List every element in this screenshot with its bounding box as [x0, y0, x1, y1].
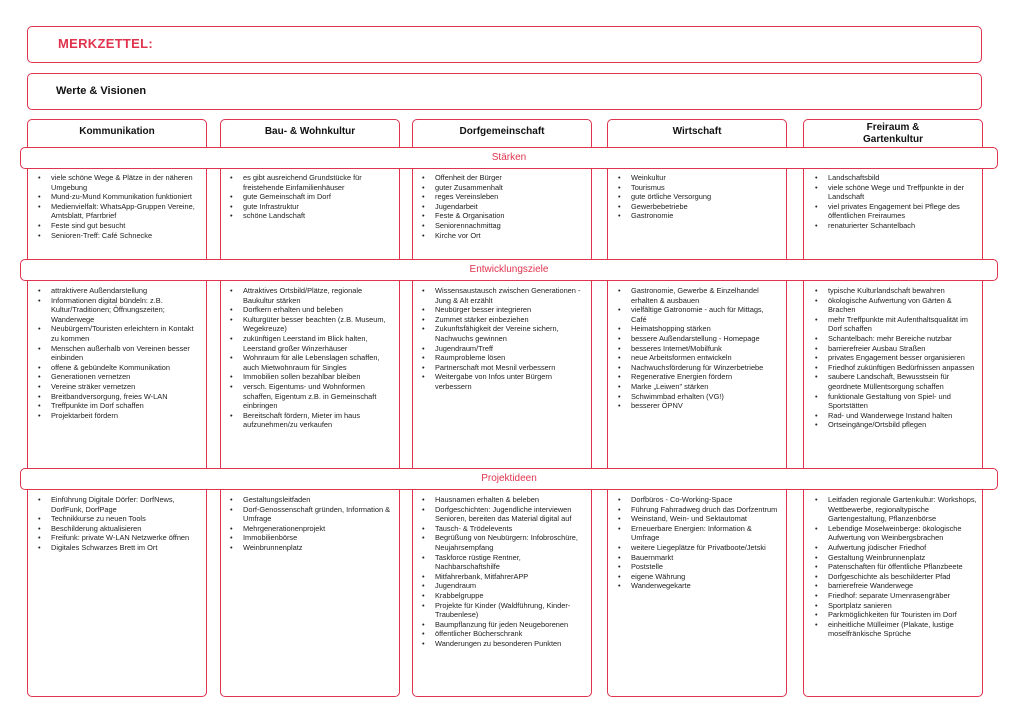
list-item: • Taskforce rüstige Rentner, Nachbarschaftshilfe [435, 553, 585, 572]
column-header: Wirtschaft [672, 126, 722, 137]
list-item: • Begrüßung von Neubürgern: Infobroschüre, Neujahrsempfang [435, 533, 585, 552]
list-item: • gute örtliche Versorgung [631, 192, 781, 202]
list-item: • Mehrgenerationenprojekt [243, 524, 393, 534]
list-item: • Immobilien sollen bezahlbar bleiben [243, 372, 393, 382]
list-item: • Wanderwegekarte [631, 581, 781, 591]
list-item: • Dorfkern erhalten und beleben [243, 305, 393, 315]
list-item: • Patenschaften für öffentliche Pflanzbeete [828, 562, 978, 572]
list-item: • weitere Liegeplätze für Privatboote/Jetski [631, 543, 781, 553]
list-item: • Wissensaustausch zwischen Generationen - Jung & Alt erzählt [435, 286, 585, 305]
column-header: Kommunikation [79, 126, 155, 137]
list-item: • Jugendraum [435, 581, 585, 591]
list-item: • bessere Außendarstellung - Homepage [631, 334, 781, 344]
list-item: • viele schöne Wege und Treffpunkte in der Landschaft [828, 183, 978, 202]
list-item: • Parkmöglichkeiten für Touristen im Dorf [828, 610, 978, 620]
cell-list [225, 495, 393, 553]
list-item: • vielfältige Gatronomie - auch für Mittags, Café [631, 305, 781, 324]
list-item: • Informationen digital bündeln: z.B. Kultur/Traditionen; Öffnungszeiten; Wanderwege [51, 296, 201, 325]
list-item: • Zukunftsfähigkeit der Vereine sichern, Nachwuchs gewinnen [435, 324, 585, 343]
list-item: • Mitfahrerbank, MitfahrerAPP [435, 572, 585, 582]
list-item: • Rad- und Wanderwege Instand halten [828, 411, 978, 421]
list-item: • Wohnraum für alle Lebenslagen schaffen, auch Mietwohnraum für Singles [243, 353, 393, 372]
list-item: • Schantelbach: mehr Bereiche nutzbar [828, 334, 978, 344]
list-item: • schöne Landschaft [243, 211, 393, 221]
list-item: • mehr Treffpunkte mit Aufenthaltsqualität im Dorf schaffen [828, 315, 978, 334]
list-item: • besserer ÖPNV [631, 401, 781, 411]
list-item: • attraktivere Außendarstellung [51, 286, 201, 296]
list-item: • Digitales Schwarzes Brett im Ort [51, 543, 201, 553]
list-item: • typische Kulturlandschaft bewahren [828, 286, 978, 296]
section-band-projektideen: Projektideen [20, 468, 998, 490]
list-item: • Seniorennachmittag [435, 221, 585, 231]
list-item: • Bereitschaft fördern, Mieter im haus aufzunehmen/zu verkaufen [243, 411, 393, 430]
list-item: • zukünftigen Leerstand im Blick halten, Leerstand großer Winzerhäuser [243, 334, 393, 353]
list-item: • Bauernmarkt [631, 553, 781, 563]
list-item: • Wanderungen zu besonderen Punkten [435, 639, 585, 649]
list-item: • Kirche vor Ort [435, 231, 585, 241]
list-item: • Erneuerbare Energien: Information & Umfrage [631, 524, 781, 543]
list-item: • Krabbelgruppe [435, 591, 585, 601]
list-item: • versch. Eigentums- und Wohnformen schaffen, Eigentum z.B. in Gemeinschaft einbringen [243, 382, 393, 411]
list-item: • saubere Landschaft, Bewusstsein für geordnete Müllentsorgung schaffen [828, 372, 978, 391]
list-item: • Feste & Organisation [435, 211, 585, 221]
list-item: • Lebendige Moselweinberge: ökologische Aufwertung von Weinbergsbrachen [828, 524, 978, 543]
list-item: • guter Zusammenhalt [435, 183, 585, 193]
list-item: • Feste sind gut besucht [51, 221, 201, 231]
list-item: • privates Engagement besser organisieren [828, 353, 978, 363]
list-item: • viel privates Engagement bei Pflege des öffentlichen Freiraumes [828, 202, 978, 221]
list-item: • Ortseingänge/Ortsbild pflegen [828, 420, 978, 430]
list-item: • Hausnamen erhalten & beleben [435, 495, 585, 505]
cell-list [417, 173, 585, 240]
cell-list [810, 495, 978, 639]
list-item: • Generationen vernetzen [51, 372, 201, 382]
column-header: Dorfgemeinschaft [459, 126, 545, 137]
list-item: • reges Vereinsleben [435, 192, 585, 202]
list-item: • Dorfgeschichte als beschilderter Pfad [828, 572, 978, 582]
list-item: • Gestaltung Weinbrunnenplatz [828, 553, 978, 563]
cell-list [613, 173, 781, 221]
list-item: • Attraktives Ortsbild/Plätze, regionale Baukultur stärken [243, 286, 393, 305]
list-item: • Leitfaden regionale Gartenkultur: Workshops, Wettbewerbe, regionaltypische Gartengestaltung, Pflanzenbörse [828, 495, 978, 524]
list-item: • Friedhof: separate Urnenrasengräber [828, 591, 978, 601]
column-header: Bau- & Wohnkultur [264, 126, 356, 137]
list-item: • Nachwuchsförderung für Winzerbetriebe [631, 363, 781, 373]
list-item: • Weitergabe von Infos unter Bürgern verbessern [435, 372, 585, 391]
list-item: • Breitbandversorgung, freies W-LAN [51, 392, 201, 402]
list-item: • eigene Währung [631, 572, 781, 582]
list-item: • Schwimmbad erhalten (VG!) [631, 392, 781, 402]
list-item: • Marke „Leiwen" stärken [631, 382, 781, 392]
list-item: • Aufwertung jüdischer Friedhof [828, 543, 978, 553]
list-item: • Poststelle [631, 562, 781, 572]
cell-list [33, 173, 201, 240]
list-item: • Raumprobleme lösen [435, 353, 585, 363]
list-item: • Regenerative Energien fördern [631, 372, 781, 382]
list-item: • Dorfbüros - Co-Working-Space [631, 495, 781, 505]
list-item: • Dorfgeschichten: Jugendliche interviewen Senioren, bereiten das Material digital auf [435, 505, 585, 524]
list-item: • Weinstand, Wein- und Sektautomat [631, 514, 781, 524]
list-item: • es gibt ausreichend Grundstücke für freistehende Einfamilienhäuser [243, 173, 393, 192]
list-item: • Mund-zu-Mund Kommunikation funktioniert [51, 192, 201, 202]
list-item: • Weinbrunnenplatz [243, 543, 393, 553]
cell-list [417, 495, 585, 649]
list-item: • besseres Internet/Mobilfunk [631, 344, 781, 354]
list-item: • gute Infrastruktur [243, 202, 393, 212]
list-item: • barrierefreie Wanderwege [828, 581, 978, 591]
list-item: • barrierefreier Ausbau Straßen [828, 344, 978, 354]
list-item: • Gastronomie [631, 211, 781, 221]
list-item: • Projekte für Kinder (Waldführung, Kinder-Traubenlese) [435, 601, 585, 620]
cell-list [613, 495, 781, 591]
list-item: • funktionale Gestaltung von Spiel- und Sportstätten [828, 392, 978, 411]
list-item: • Einführung Digitale Dörfer: DorfNews, DorfFunk, DorfPage [51, 495, 201, 514]
list-item: • Offenheit der Bürger [435, 173, 585, 183]
list-item: • Freifunk: private W-LAN Netzwerke öffnen [51, 533, 201, 543]
list-item: • Immobilienbörse [243, 533, 393, 543]
werte-visionen-title: Werte & Visionen [56, 85, 147, 97]
list-item: • Baumpflanzung für jeden Neugeborenen [435, 620, 585, 630]
cell-list [225, 173, 393, 221]
list-item: • Landschaftsbild [828, 173, 978, 183]
list-item: • Technikkurse zu neuen Tools [51, 514, 201, 524]
cell-list [613, 286, 781, 411]
merkzettel-box [27, 26, 982, 63]
merkzettel-title: MERKZETTEL: [58, 36, 154, 51]
list-item: • Partnerschaft mot Mesnil verbessern [435, 363, 585, 373]
list-item: • Senioren-Treff: Café Schnecke [51, 231, 201, 241]
list-item: • Neubürger besser integrieren [435, 305, 585, 315]
list-item: • Projektarbeit fördern [51, 411, 201, 421]
section-band-staerken: Stärken [20, 147, 998, 169]
list-item: • Treffpunkte im Dorf schaffen [51, 401, 201, 411]
list-item: • gute Gemeinschaft im Dorf [243, 192, 393, 202]
list-item: • renaturierter Schantelbach [828, 221, 978, 231]
list-item: • Tourismus [631, 183, 781, 193]
list-item: • Gastronomie, Gewerbe & Einzelhandel erhalten & ausbauen [631, 286, 781, 305]
cell-list [33, 286, 201, 420]
list-item: • Zummet stärker einbeziehen [435, 315, 585, 325]
cell-list [417, 286, 585, 392]
list-item: • Dorf-Genossenschaft gründen, Information & Umfrage [243, 505, 393, 524]
list-item: • neue Arbeitsformen entwickeln [631, 353, 781, 363]
list-item: • Tausch- & Trödelevents [435, 524, 585, 534]
list-item: • offene & gebündelte Kommunikation [51, 363, 201, 373]
list-item: • Weinkultur [631, 173, 781, 183]
cell-list [810, 286, 978, 430]
werte-visionen-box [27, 73, 982, 110]
column-header: Freiraum & Gartenkultur [862, 122, 923, 145]
list-item: • Sportplatz sanieren [828, 601, 978, 611]
list-item: • Jugendarbeit [435, 202, 585, 212]
list-item: • Gestaltungsleitfaden [243, 495, 393, 505]
list-item: • Heimatshopping stärken [631, 324, 781, 334]
list-item: • Gewerbebetriebe [631, 202, 781, 212]
list-item: • einheitliche Mülleimer (Plakate, lustige moselfränkische Sprüche [828, 620, 978, 639]
list-item: • Neubürgern/Touristen erleichtern in Kontakt zu kommen [51, 324, 201, 343]
list-item: • Vereine sträker vernetzen [51, 382, 201, 392]
list-item: • ökologische Aufwertung von Gärten & Brachen [828, 296, 978, 315]
list-item: • Führung Fahrradweg druch das Dorfzentrum [631, 505, 781, 515]
list-item: • Friedhof zukünftigen Bedürfnissen anpassen [828, 363, 978, 373]
list-item: • Kulturgüter besser beachten (z.B. Museum, Wegekreuze) [243, 315, 393, 334]
list-item: • Jugendraum/Treff [435, 344, 585, 354]
list-item: • Menschen außerhalb von Vereinen besser einbinden [51, 344, 201, 363]
cell-list [810, 173, 978, 231]
list-item: • öffentlicher Bücherschrank [435, 629, 585, 639]
section-band-entwicklungsziele: Entwicklungsziele [20, 259, 998, 281]
cell-list [225, 286, 393, 430]
list-item: • viele schöne Wege & Plätze in der näheren Umgebung [51, 173, 201, 192]
cell-list [33, 495, 201, 553]
list-item: • Medienvielfalt: WhatsApp-Gruppen Vereine, Amtsblatt, Pfarrbrief [51, 202, 201, 221]
list-item: • Beschilderung aktualisieren [51, 524, 201, 534]
